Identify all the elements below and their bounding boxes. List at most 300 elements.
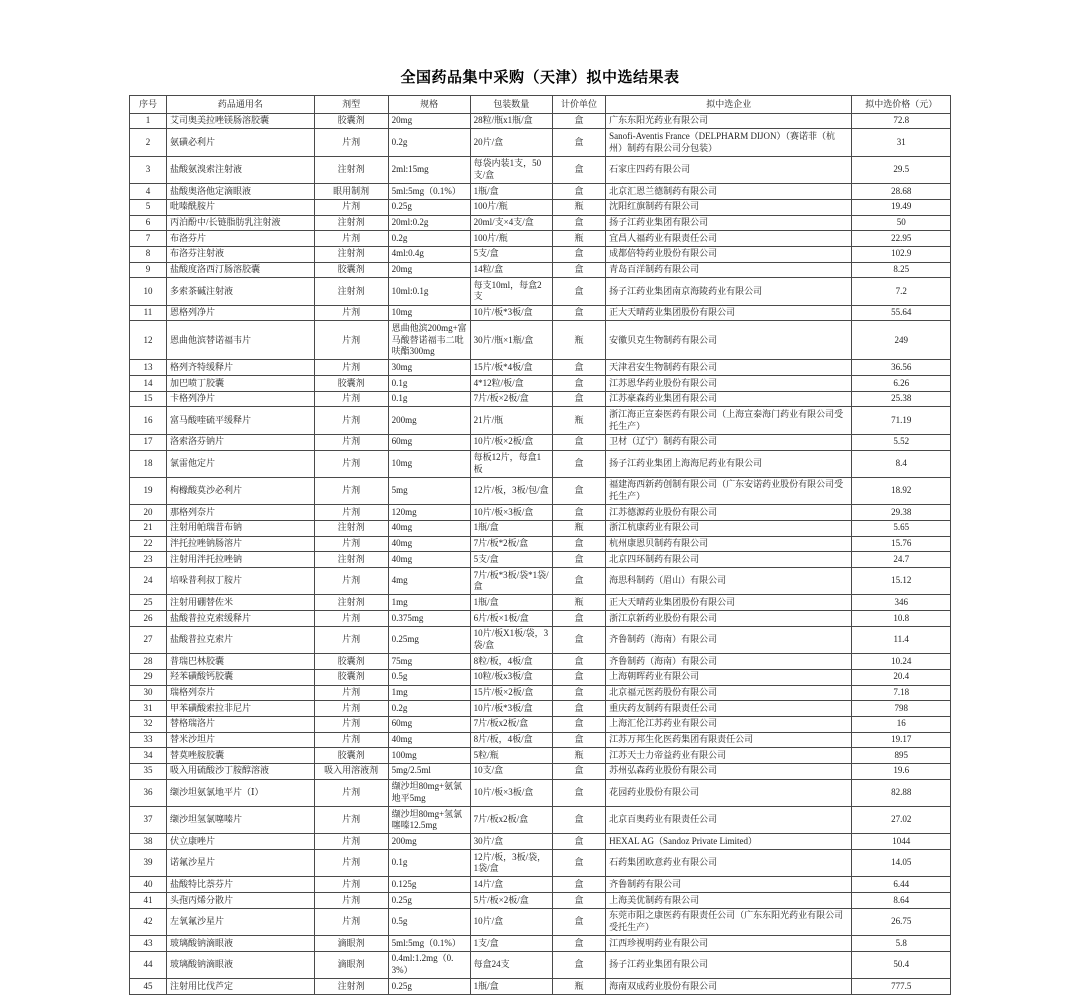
cell-pricing-unit: 盒 bbox=[552, 552, 605, 568]
cell-pricing-unit: 盒 bbox=[552, 763, 605, 779]
cell-price: 1044 bbox=[852, 834, 951, 850]
cell-package-qty: 10片/盒 bbox=[470, 908, 552, 935]
cell-drug-name: 培哚普利叔丁胺片 bbox=[166, 568, 314, 595]
cell-drug-name: 替莫唑胺胶囊 bbox=[166, 748, 314, 764]
cell-pricing-unit: 盒 bbox=[552, 568, 605, 595]
cell-dosage-form: 注射剂 bbox=[314, 246, 388, 262]
cell-price: 36.56 bbox=[852, 360, 951, 376]
cell-drug-name: 盐酸特比萘芬片 bbox=[166, 877, 314, 893]
cell-company: 卫材（辽宁）制药有限公司 bbox=[606, 434, 852, 450]
cell-company: 海南双成药业股份有限公司 bbox=[606, 979, 852, 995]
table-row bbox=[130, 763, 951, 779]
cell-pricing-unit: 盒 bbox=[552, 391, 605, 407]
cell-drug-name: 盐酸奥洛他定滴眼液 bbox=[166, 184, 314, 200]
cell-pricing-unit: 盒 bbox=[552, 654, 605, 670]
cell-drug-name: 格列齐特缓释片 bbox=[166, 360, 314, 376]
cell-package-qty: 10片/板X1板/袋，3袋/盒 bbox=[470, 626, 552, 653]
cell-drug-name: 瑞格列奈片 bbox=[166, 685, 314, 701]
cell-seq: 1 bbox=[130, 113, 167, 129]
cell-drug-name: 布洛芬片 bbox=[166, 231, 314, 247]
cell-package-qty: 15片/板×2板/盒 bbox=[470, 685, 552, 701]
cell-spec: 5ml:5mg（0.1%） bbox=[388, 936, 470, 952]
table-row bbox=[130, 536, 951, 552]
cell-package-qty: 5片/板×2板/盒 bbox=[470, 893, 552, 909]
cell-dosage-form: 片剂 bbox=[314, 626, 388, 653]
cell-company: 齐鲁制药有限公司 bbox=[606, 877, 852, 893]
cell-price: 5.52 bbox=[852, 434, 951, 450]
cell-pricing-unit: 盒 bbox=[552, 434, 605, 450]
cell-package-qty: 30片/盒 bbox=[470, 834, 552, 850]
table-row bbox=[130, 611, 951, 627]
cell-dosage-form: 片剂 bbox=[314, 779, 388, 806]
cell-dosage-form: 注射剂 bbox=[314, 595, 388, 611]
cell-dosage-form: 片剂 bbox=[314, 732, 388, 748]
table-row bbox=[130, 156, 951, 183]
cell-spec: 40mg bbox=[388, 520, 470, 536]
cell-package-qty: 1支/盒 bbox=[470, 936, 552, 952]
cell-company: 苏州弘森药业股份有限公司 bbox=[606, 763, 852, 779]
cell-spec: 200mg bbox=[388, 834, 470, 850]
cell-price: 22.95 bbox=[852, 231, 951, 247]
cell-dosage-form: 片剂 bbox=[314, 893, 388, 909]
cell-seq: 29 bbox=[130, 669, 167, 685]
cell-company: 重庆药友制药有限责任公司 bbox=[606, 701, 852, 717]
cell-pricing-unit: 盒 bbox=[552, 951, 605, 978]
cell-package-qty: 5粒/瓶 bbox=[470, 748, 552, 764]
cell-company: 沈阳红旗制药有限公司 bbox=[606, 199, 852, 215]
cell-price: 19.49 bbox=[852, 199, 951, 215]
cell-price: 25.38 bbox=[852, 391, 951, 407]
cell-package-qty: 30片/瓶×1瓶/盒 bbox=[470, 321, 552, 360]
table-body bbox=[130, 113, 951, 994]
cell-pricing-unit: 盒 bbox=[552, 732, 605, 748]
cell-seq: 9 bbox=[130, 262, 167, 278]
table-row bbox=[130, 113, 951, 129]
cell-price: 895 bbox=[852, 748, 951, 764]
cell-seq: 19 bbox=[130, 477, 167, 504]
cell-seq: 23 bbox=[130, 552, 167, 568]
cell-pricing-unit: 盒 bbox=[552, 156, 605, 183]
cell-package-qty: 20片/盒 bbox=[470, 129, 552, 156]
cell-drug-name: 丙泊酚中/长链脂肪乳注射液 bbox=[166, 215, 314, 231]
table-row bbox=[130, 505, 951, 521]
cell-pricing-unit: 瓶 bbox=[552, 979, 605, 995]
cell-company: Sanofi-Aventis France（DELPHARM DIJON）（赛诺菲（杭州）制药有限公司分包装） bbox=[606, 129, 852, 156]
cell-drug-name: 恩曲他滨替诺福韦片 bbox=[166, 321, 314, 360]
cell-drug-name: 甲苯磺酸索拉非尼片 bbox=[166, 701, 314, 717]
cell-drug-name: 注射用比伐芦定 bbox=[166, 979, 314, 995]
cell-package-qty: 5支/盒 bbox=[470, 246, 552, 262]
table-row bbox=[130, 520, 951, 536]
column-header-spec: 规格 bbox=[388, 96, 470, 114]
cell-pricing-unit: 盒 bbox=[552, 305, 605, 321]
cell-dosage-form: 片剂 bbox=[314, 850, 388, 877]
cell-dosage-form: 片剂 bbox=[314, 199, 388, 215]
cell-dosage-form: 吸入用溶液剂 bbox=[314, 763, 388, 779]
cell-pricing-unit: 盒 bbox=[552, 701, 605, 717]
cell-pricing-unit: 瓶 bbox=[552, 407, 605, 434]
cell-spec: 0.25g bbox=[388, 979, 470, 995]
table-row bbox=[130, 360, 951, 376]
cell-dosage-form: 片剂 bbox=[314, 716, 388, 732]
cell-spec: 60mg bbox=[388, 716, 470, 732]
cell-package-qty: 15片/板*4板/盒 bbox=[470, 360, 552, 376]
cell-dosage-form: 片剂 bbox=[314, 807, 388, 834]
table-row bbox=[130, 716, 951, 732]
cell-pricing-unit: 盒 bbox=[552, 505, 605, 521]
cell-pricing-unit: 盒 bbox=[552, 807, 605, 834]
cell-price: 50.4 bbox=[852, 951, 951, 978]
cell-pricing-unit: 盒 bbox=[552, 893, 605, 909]
cell-drug-name: 伏立康唑片 bbox=[166, 834, 314, 850]
cell-dosage-form: 片剂 bbox=[314, 231, 388, 247]
table-row bbox=[130, 199, 951, 215]
table-row bbox=[130, 908, 951, 935]
cell-price: 24.7 bbox=[852, 552, 951, 568]
cell-seq: 24 bbox=[130, 568, 167, 595]
cell-company: 浙江京新药业股份有限公司 bbox=[606, 611, 852, 627]
cell-seq: 4 bbox=[130, 184, 167, 200]
cell-pricing-unit: 盒 bbox=[552, 716, 605, 732]
cell-seq: 34 bbox=[130, 748, 167, 764]
column-header-seq: 序号 bbox=[130, 96, 167, 114]
table-row bbox=[130, 951, 951, 978]
cell-price: 29.5 bbox=[852, 156, 951, 183]
cell-company: 杭州康恩贝制药有限公司 bbox=[606, 536, 852, 552]
cell-drug-name: 盐酸普拉克索片 bbox=[166, 626, 314, 653]
cell-drug-name: 盐酸氨溴索注射液 bbox=[166, 156, 314, 183]
cell-price: 31 bbox=[852, 129, 951, 156]
cell-package-qty: 28粒/瓶x1瓶/盒 bbox=[470, 113, 552, 129]
cell-company: 北京福元医药股份有限公司 bbox=[606, 685, 852, 701]
cell-price: 10.8 bbox=[852, 611, 951, 627]
cell-seq: 7 bbox=[130, 231, 167, 247]
cell-spec: 0.125g bbox=[388, 877, 470, 893]
cell-price: 29.38 bbox=[852, 505, 951, 521]
cell-dosage-form: 注射剂 bbox=[314, 215, 388, 231]
cell-pricing-unit: 盒 bbox=[552, 477, 605, 504]
cell-dosage-form: 片剂 bbox=[314, 611, 388, 627]
cell-company: 北京四环制药有限公司 bbox=[606, 552, 852, 568]
cell-company: 江苏德源药业股份有限公司 bbox=[606, 505, 852, 521]
cell-package-qty: 1瓶/盒 bbox=[470, 979, 552, 995]
cell-seq: 42 bbox=[130, 908, 167, 935]
table-row bbox=[130, 246, 951, 262]
table-row bbox=[130, 391, 951, 407]
cell-seq: 41 bbox=[130, 893, 167, 909]
cell-dosage-form: 片剂 bbox=[314, 407, 388, 434]
cell-spec: 2ml:15mg bbox=[388, 156, 470, 183]
cell-seq: 12 bbox=[130, 321, 167, 360]
cell-pricing-unit: 盒 bbox=[552, 611, 605, 627]
cell-dosage-form: 片剂 bbox=[314, 450, 388, 477]
table-row bbox=[130, 748, 951, 764]
table-row bbox=[130, 685, 951, 701]
cell-seq: 32 bbox=[130, 716, 167, 732]
table-row bbox=[130, 595, 951, 611]
cell-drug-name: 恩格列净片 bbox=[166, 305, 314, 321]
cell-drug-name: 缬沙坦氨氯地平片（Ⅰ） bbox=[166, 779, 314, 806]
cell-spec: 0.2g bbox=[388, 129, 470, 156]
cell-drug-name: 羟苯磺酸钙胶囊 bbox=[166, 669, 314, 685]
cell-pricing-unit: 瓶 bbox=[552, 321, 605, 360]
cell-spec: 0.1g bbox=[388, 376, 470, 392]
cell-seq: 6 bbox=[130, 215, 167, 231]
cell-package-qty: 14粒/盒 bbox=[470, 262, 552, 278]
cell-pricing-unit: 盒 bbox=[552, 536, 605, 552]
cell-price: 14.05 bbox=[852, 850, 951, 877]
cell-price: 5.8 bbox=[852, 936, 951, 952]
cell-drug-name: 注射用帕瑞昔布钠 bbox=[166, 520, 314, 536]
cell-drug-name: 那格列奈片 bbox=[166, 505, 314, 521]
cell-price: 346 bbox=[852, 595, 951, 611]
cell-spec: 10ml:0.1g bbox=[388, 278, 470, 305]
cell-drug-name: 卡格列净片 bbox=[166, 391, 314, 407]
cell-company: 江苏恩华药业股份有限公司 bbox=[606, 376, 852, 392]
cell-package-qty: 7片/板×2板/盒 bbox=[470, 391, 552, 407]
cell-pricing-unit: 盒 bbox=[552, 246, 605, 262]
cell-dosage-form: 片剂 bbox=[314, 360, 388, 376]
cell-pricing-unit: 盒 bbox=[552, 626, 605, 653]
cell-dosage-form: 片剂 bbox=[314, 568, 388, 595]
cell-package-qty: 10片/板×2板/盒 bbox=[470, 434, 552, 450]
cell-company: 正大天晴药业集团股份有限公司 bbox=[606, 305, 852, 321]
cell-dosage-form: 片剂 bbox=[314, 685, 388, 701]
cell-drug-name: 注射用泮托拉唑钠 bbox=[166, 552, 314, 568]
cell-seq: 31 bbox=[130, 701, 167, 717]
cell-package-qty: 20ml/支×4支/盒 bbox=[470, 215, 552, 231]
cell-package-qty: 100片/瓶 bbox=[470, 231, 552, 247]
cell-seq: 35 bbox=[130, 763, 167, 779]
cell-package-qty: 10片/板×3板/盒 bbox=[470, 505, 552, 521]
cell-drug-name: 艾司奥美拉唑镁肠溶胶囊 bbox=[166, 113, 314, 129]
cell-spec: 0.1g bbox=[388, 391, 470, 407]
table-row bbox=[130, 552, 951, 568]
column-header-package-qty: 包装数量 bbox=[470, 96, 552, 114]
cell-spec: 200mg bbox=[388, 407, 470, 434]
header-row bbox=[130, 96, 951, 114]
cell-seq: 10 bbox=[130, 278, 167, 305]
cell-spec: 1mg bbox=[388, 595, 470, 611]
cell-dosage-form: 片剂 bbox=[314, 477, 388, 504]
results-table-container bbox=[129, 95, 951, 995]
cell-price: 6.44 bbox=[852, 877, 951, 893]
cell-spec: 0.1g bbox=[388, 850, 470, 877]
cell-package-qty: 4*12粒/板/盒 bbox=[470, 376, 552, 392]
cell-company: 扬子江药业集团南京海陵药业有限公司 bbox=[606, 278, 852, 305]
cell-company: 青岛百洋制药有限公司 bbox=[606, 262, 852, 278]
cell-price: 8.64 bbox=[852, 893, 951, 909]
cell-package-qty: 8片/板，4板/盒 bbox=[470, 732, 552, 748]
table-row bbox=[130, 732, 951, 748]
cell-price: 7.2 bbox=[852, 278, 951, 305]
cell-spec: 0.375mg bbox=[388, 611, 470, 627]
cell-pricing-unit: 盒 bbox=[552, 779, 605, 806]
cell-company: 江苏天士力帝益药业有限公司 bbox=[606, 748, 852, 764]
cell-drug-name: 洛索洛芬钠片 bbox=[166, 434, 314, 450]
cell-package-qty: 10片/板×3板/盒 bbox=[470, 779, 552, 806]
cell-spec: 75mg bbox=[388, 654, 470, 670]
cell-spec: 10mg bbox=[388, 305, 470, 321]
cell-pricing-unit: 盒 bbox=[552, 850, 605, 877]
cell-seq: 11 bbox=[130, 305, 167, 321]
cell-package-qty: 8粒/板，4板/盒 bbox=[470, 654, 552, 670]
cell-price: 5.65 bbox=[852, 520, 951, 536]
cell-spec: 4ml:0.4g bbox=[388, 246, 470, 262]
table-row bbox=[130, 979, 951, 995]
cell-company: 广东东阳光药业有限公司 bbox=[606, 113, 852, 129]
cell-seq: 36 bbox=[130, 779, 167, 806]
cell-dosage-form: 注射剂 bbox=[314, 552, 388, 568]
cell-dosage-form: 滴眼剂 bbox=[314, 936, 388, 952]
cell-package-qty: 21片/瓶 bbox=[470, 407, 552, 434]
cell-company: 扬子江药业集团上海海尼药业有限公司 bbox=[606, 450, 852, 477]
cell-pricing-unit: 盒 bbox=[552, 184, 605, 200]
cell-company: 北京汇恩兰德制药有限公司 bbox=[606, 184, 852, 200]
cell-price: 20.4 bbox=[852, 669, 951, 685]
cell-price: 50 bbox=[852, 215, 951, 231]
table-row bbox=[130, 850, 951, 877]
cell-drug-name: 氯雷他定片 bbox=[166, 450, 314, 477]
cell-package-qty: 10片/板*3板/盒 bbox=[470, 305, 552, 321]
cell-price: 15.12 bbox=[852, 568, 951, 595]
cell-spec: 20mg bbox=[388, 262, 470, 278]
cell-company: 天津君安生物制药有限公司 bbox=[606, 360, 852, 376]
cell-company: 上海朝晖药业有限公司 bbox=[606, 669, 852, 685]
table-row bbox=[130, 278, 951, 305]
cell-seq: 22 bbox=[130, 536, 167, 552]
cell-package-qty: 100片/瓶 bbox=[470, 199, 552, 215]
cell-seq: 45 bbox=[130, 979, 167, 995]
cell-pricing-unit: 盒 bbox=[552, 834, 605, 850]
cell-price: 72.8 bbox=[852, 113, 951, 129]
table-header bbox=[130, 96, 951, 114]
cell-package-qty: 7片/板*3板/袋*1袋/盒 bbox=[470, 568, 552, 595]
cell-dosage-form: 胶囊剂 bbox=[314, 654, 388, 670]
cell-pricing-unit: 瓶 bbox=[552, 520, 605, 536]
table-row bbox=[130, 262, 951, 278]
page-title: 全国药品集中采购（天津）拟中选结果表 bbox=[400, 70, 680, 86]
cell-price: 18.92 bbox=[852, 477, 951, 504]
cell-dosage-form: 注射剂 bbox=[314, 520, 388, 536]
table-row bbox=[130, 701, 951, 717]
cell-company: 上海美优制药有限公司 bbox=[606, 893, 852, 909]
cell-dosage-form: 注射剂 bbox=[314, 156, 388, 183]
cell-seq: 5 bbox=[130, 199, 167, 215]
cell-pricing-unit: 盒 bbox=[552, 685, 605, 701]
cell-spec: 60mg bbox=[388, 434, 470, 450]
cell-spec: 10mg bbox=[388, 450, 470, 477]
cell-company: 北京百奥药业有限责任公司 bbox=[606, 807, 852, 834]
cell-seq: 15 bbox=[130, 391, 167, 407]
cell-company: 正大天晴药业集团股份有限公司 bbox=[606, 595, 852, 611]
table-row bbox=[130, 450, 951, 477]
cell-drug-name: 氨磺必利片 bbox=[166, 129, 314, 156]
table-row bbox=[130, 893, 951, 909]
cell-pricing-unit: 瓶 bbox=[552, 231, 605, 247]
cell-pricing-unit: 盒 bbox=[552, 129, 605, 156]
cell-seq: 40 bbox=[130, 877, 167, 893]
cell-pricing-unit: 瓶 bbox=[552, 748, 605, 764]
cell-spec: 100mg bbox=[388, 748, 470, 764]
results-table bbox=[129, 95, 951, 995]
cell-package-qty: 10支/盒 bbox=[470, 763, 552, 779]
cell-spec: 120mg bbox=[388, 505, 470, 521]
cell-dosage-form: 片剂 bbox=[314, 321, 388, 360]
cell-price: 27.02 bbox=[852, 807, 951, 834]
cell-price: 8.4 bbox=[852, 450, 951, 477]
cell-seq: 18 bbox=[130, 450, 167, 477]
column-header-drug-name: 药品通用名 bbox=[166, 96, 314, 114]
cell-pricing-unit: 盒 bbox=[552, 113, 605, 129]
cell-package-qty: 每袋内装1支，50支/盒 bbox=[470, 156, 552, 183]
cell-pricing-unit: 瓶 bbox=[552, 199, 605, 215]
cell-spec: 0.2g bbox=[388, 231, 470, 247]
cell-drug-name: 盐酸普拉克索缓释片 bbox=[166, 611, 314, 627]
cell-package-qty: 7片/板x2板/盒 bbox=[470, 807, 552, 834]
cell-spec: 0.2g bbox=[388, 701, 470, 717]
cell-package-qty: 1瓶/盒 bbox=[470, 595, 552, 611]
cell-spec: 0.25g bbox=[388, 893, 470, 909]
table-row bbox=[130, 626, 951, 653]
cell-seq: 2 bbox=[130, 129, 167, 156]
cell-seq: 27 bbox=[130, 626, 167, 653]
cell-seq: 16 bbox=[130, 407, 167, 434]
table-row bbox=[130, 184, 951, 200]
table-row bbox=[130, 669, 951, 685]
cell-pricing-unit: 盒 bbox=[552, 262, 605, 278]
cell-spec: 40mg bbox=[388, 552, 470, 568]
table-row bbox=[130, 936, 951, 952]
cell-package-qty: 10片/板*3板/盒 bbox=[470, 701, 552, 717]
cell-price: 28.68 bbox=[852, 184, 951, 200]
cell-drug-name: 左氧氟沙星片 bbox=[166, 908, 314, 935]
cell-spec: 1mg bbox=[388, 685, 470, 701]
cell-pricing-unit: 盒 bbox=[552, 278, 605, 305]
cell-pricing-unit: 盒 bbox=[552, 360, 605, 376]
cell-price: 777.5 bbox=[852, 979, 951, 995]
cell-drug-name: 头孢丙烯分散片 bbox=[166, 893, 314, 909]
cell-seq: 3 bbox=[130, 156, 167, 183]
table-row bbox=[130, 654, 951, 670]
cell-drug-name: 吸入用硫酸沙丁胺醇溶液 bbox=[166, 763, 314, 779]
cell-company: HEXAL AG（Sandoz Private Limited） bbox=[606, 834, 852, 850]
cell-seq: 38 bbox=[130, 834, 167, 850]
cell-price: 26.75 bbox=[852, 908, 951, 935]
cell-spec: 4mg bbox=[388, 568, 470, 595]
column-header-dosage-form: 剂型 bbox=[314, 96, 388, 114]
cell-company: 上海汇伦江苏药业有限公司 bbox=[606, 716, 852, 732]
cell-seq: 37 bbox=[130, 807, 167, 834]
cell-price: 7.18 bbox=[852, 685, 951, 701]
cell-package-qty: 7片/板*2板/盒 bbox=[470, 536, 552, 552]
table-row bbox=[130, 231, 951, 247]
table-row bbox=[130, 305, 951, 321]
cell-dosage-form: 片剂 bbox=[314, 434, 388, 450]
cell-company: 浙江海正宣泰医药有限公司（上海宣泰海门药业有限公司受托生产） bbox=[606, 407, 852, 434]
cell-dosage-form: 注射剂 bbox=[314, 278, 388, 305]
table-row bbox=[130, 215, 951, 231]
cell-company: 花园药业股份有限公司 bbox=[606, 779, 852, 806]
cell-dosage-form: 片剂 bbox=[314, 305, 388, 321]
cell-seq: 25 bbox=[130, 595, 167, 611]
cell-price: 11.4 bbox=[852, 626, 951, 653]
cell-price: 8.25 bbox=[852, 262, 951, 278]
cell-spec: 40mg bbox=[388, 732, 470, 748]
cell-drug-name: 普瑞巴林胶囊 bbox=[166, 654, 314, 670]
cell-spec: 5ml:5mg（0.1%） bbox=[388, 184, 470, 200]
cell-pricing-unit: 盒 bbox=[552, 908, 605, 935]
